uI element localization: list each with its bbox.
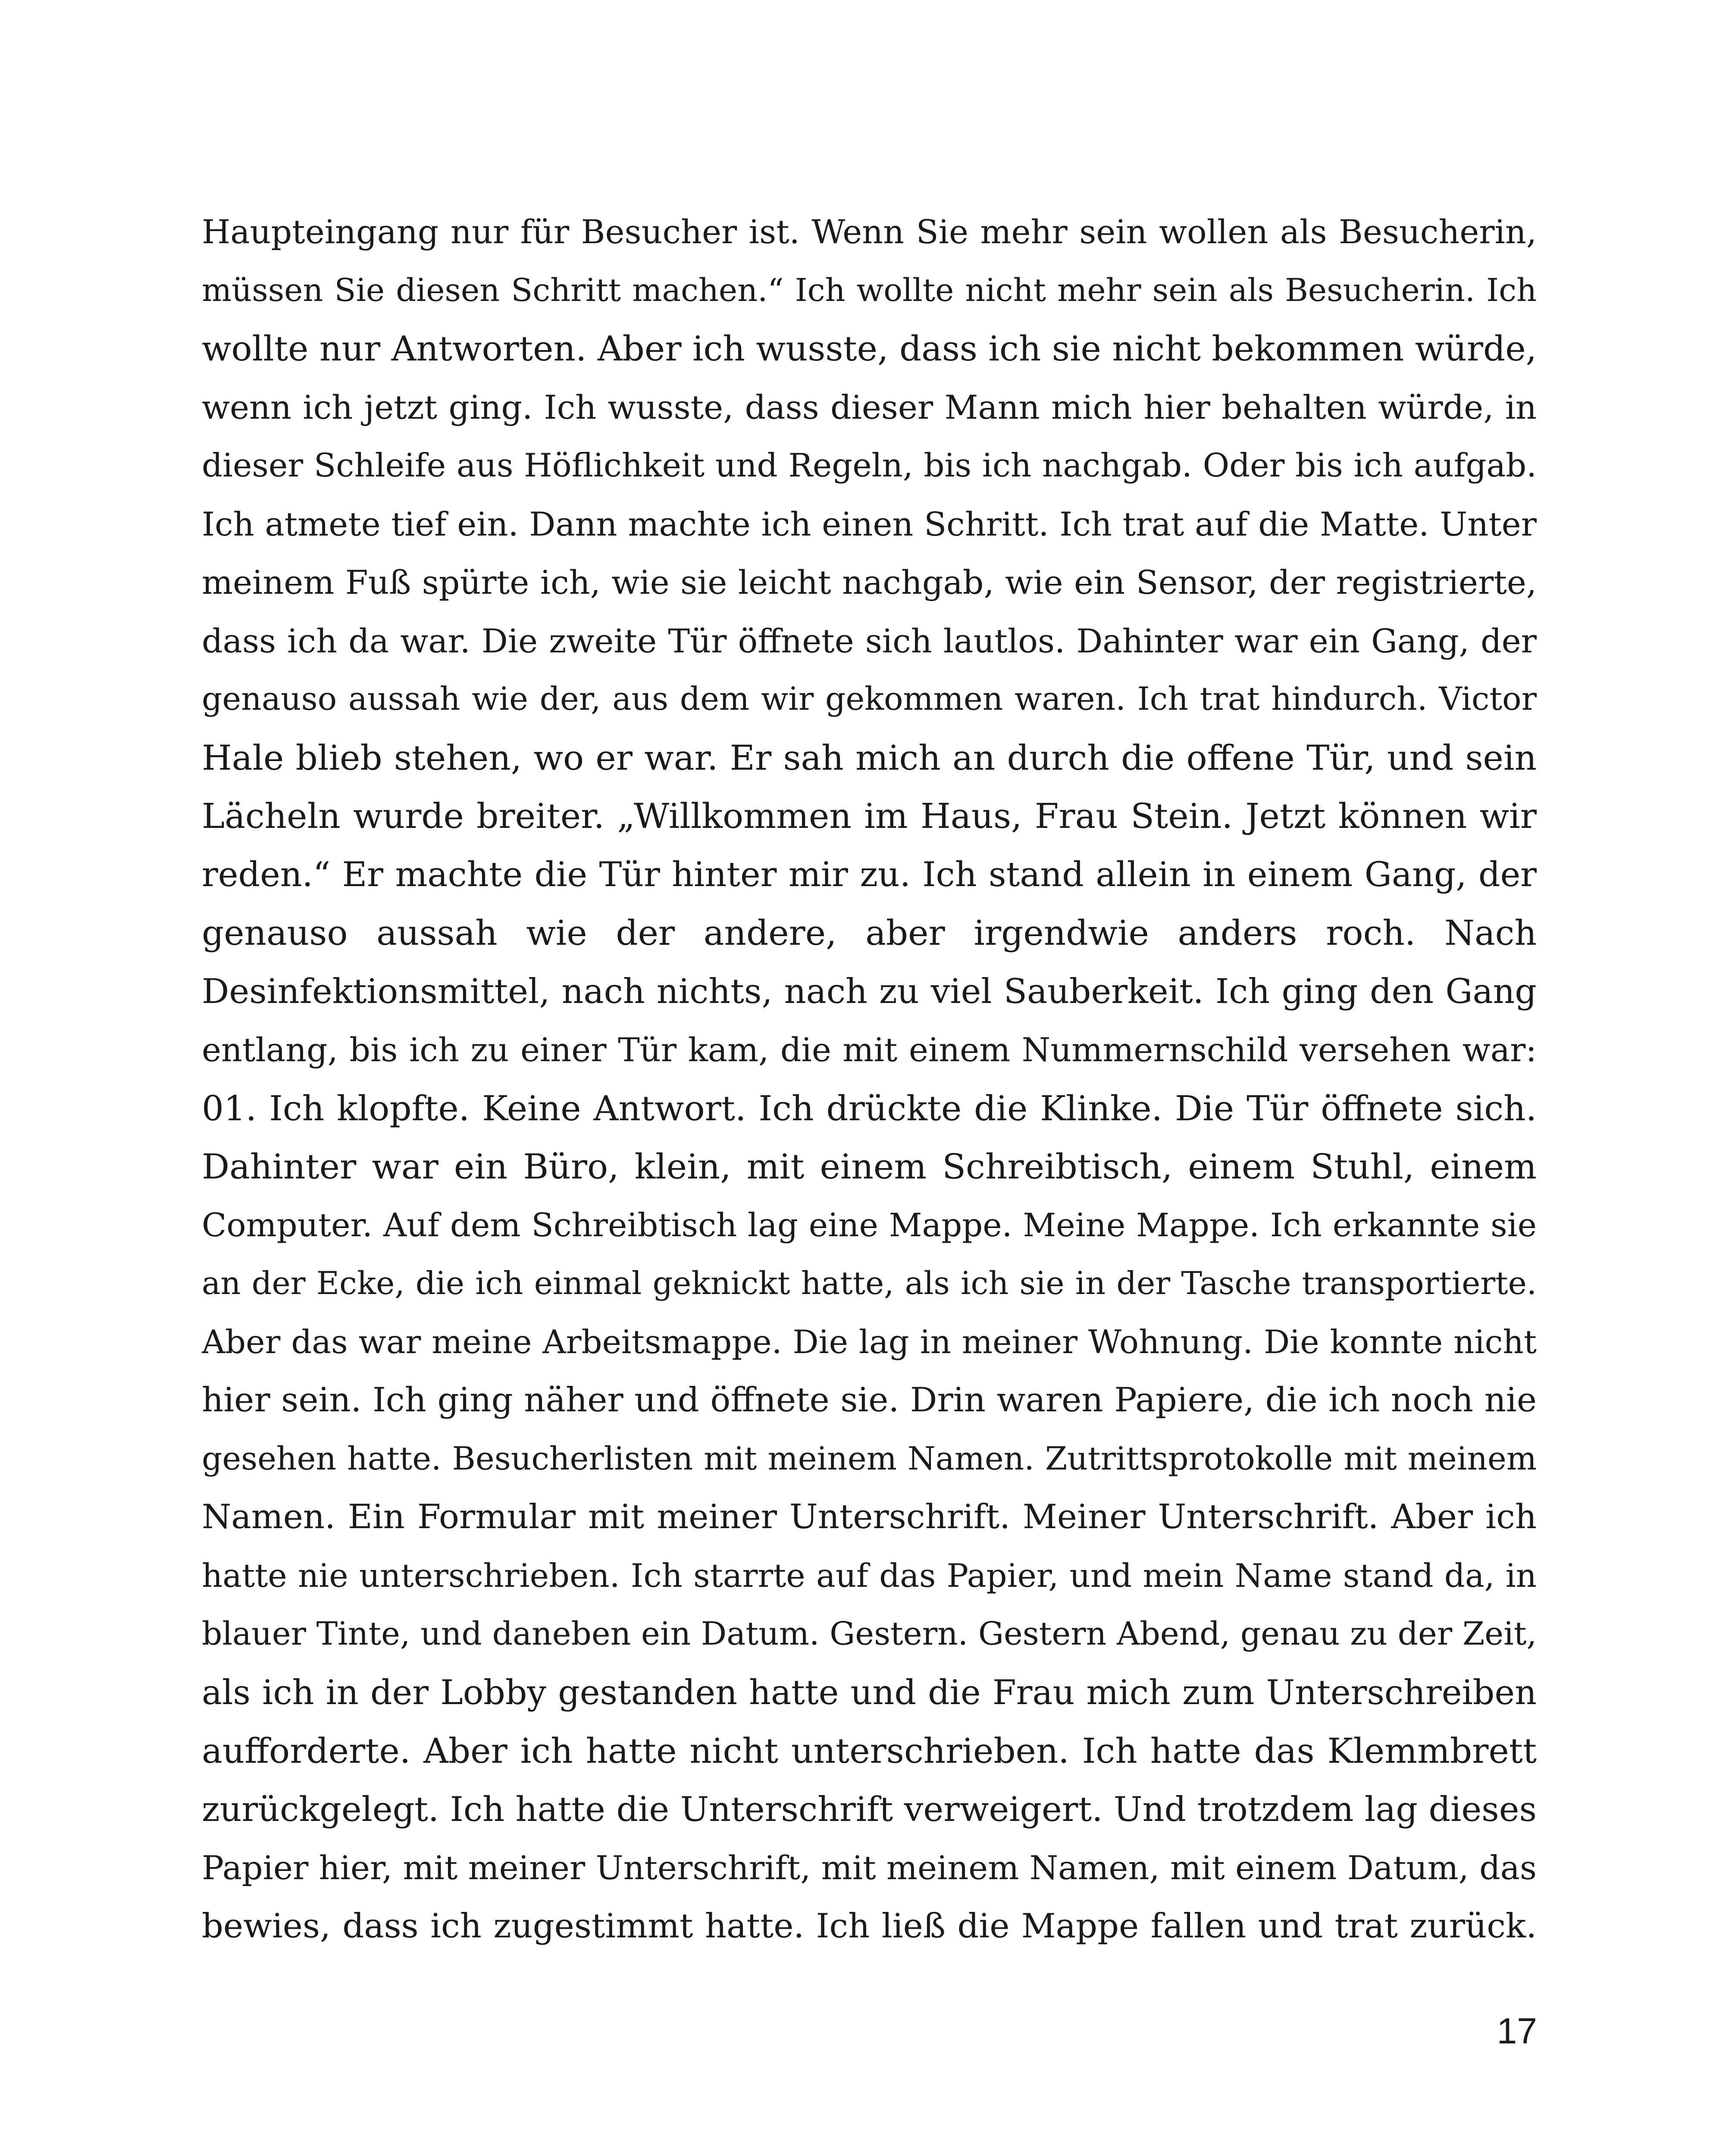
text-line: Lächeln wurde breiter. „Willkommen im Haus, Frau Stein. Jetzt können wir (202, 796, 1537, 836)
body-text (202, 203, 1537, 1955)
text-line: wenn ich jetzt ging. Ich wusste, dass dieser Mann mich hier behalten würde, in (202, 388, 1537, 426)
text-line: aufforderte. Aber ich hatte nicht unterschrieben. Ich hatte das Klemmbrett (202, 1731, 1537, 1771)
text-line: wollte nur Antworten. Aber ich wusste, dass ich sie nicht bekommen würde, (202, 329, 1537, 369)
text-line: als ich in der Lobby gestanden hatte und die Frau mich zum Unterschreiben (202, 1672, 1537, 1712)
text-line: 01. Ich klopfte. Keine Antwort. Ich drückte die Klinke. Die Tür öffnete sich. (202, 1088, 1537, 1128)
text-line: Desinfektionsmittel, nach nichts, nach zu viel Sauberkeit. Ich ging den Gang (202, 971, 1537, 1011)
text-line: meinem Fuß spürte ich, wie sie leicht nachgab, wie ein Sensor, der registrierte, (202, 563, 1537, 602)
text-line: reden.“ Er machte die Tür hinter mir zu. Ich stand allein in einem Gang, der (202, 854, 1537, 894)
text-line: Ich atmete tief ein. Dann machte ich einen Schritt. Ich trat auf die Matte. Unter (202, 505, 1537, 543)
text-line: genauso aussah wie der andere, aber irgendwie anders roch. Nach (202, 913, 1537, 953)
text-line: dieser Schleife aus Höflichkeit und Regeln, bis ich nachgab. Oder bis ich aufgab. (202, 446, 1537, 484)
text-line: gesehen hatte. Besucherlisten mit meinem Namen. Zutrittsprotokolle mit meinem (202, 1440, 1537, 1477)
text-line: Haupteingang nur für Besucher ist. Wenn Sie mehr sein wollen als Besucherin, (202, 213, 1537, 251)
text-line: bewies, dass ich zugestimmt hatte. Ich ließ die Mappe fallen und trat zurück. (202, 1906, 1537, 1946)
text-line: Namen. Ein Formular mit meiner Unterschrift. Meiner Unterschrift. Aber ich (202, 1498, 1537, 1536)
text-line: hatte nie unterschrieben. Ich starrte auf das Papier, und mein Name stand da, in (202, 1556, 1537, 1595)
text-line: müssen Sie diesen Schritt machen.“ Ich wollte nicht mehr sein als Besucherin. Ich (202, 272, 1537, 309)
text-line: Papier hier, mit meiner Unterschrift, mit meinem Namen, mit einem Datum, das (202, 1849, 1537, 1887)
text-line: Computer. Auf dem Schreibtisch lag eine Mappe. Meine Mappe. Ich erkannte sie (202, 1206, 1537, 1244)
text-line: Dahinter war ein Büro, klein, mit einem Schreibtisch, einem Stuhl, einem (202, 1147, 1537, 1187)
text-line: an der Ecke, die ich einmal geknickt hatte, als ich sie in der Tasche transportierte. (202, 1265, 1537, 1302)
text-line: blauer Tinte, und daneben ein Datum. Gestern. Gestern Abend, genau zu der Zeit, (202, 1615, 1537, 1652)
text-line: dass ich da war. Die zweite Tür öffnete sich lautlos. Dahinter war ein Gang, der (202, 621, 1537, 660)
text-line: Hale blieb stehen, wo er war. Er sah mich an durch die offene Tür, und sein (202, 737, 1537, 778)
page-number: 17 (1497, 2011, 1537, 2051)
text-line: genauso aussah wie der, aus dem wir gekommen waren. Ich trat hindurch. Victor (202, 680, 1537, 718)
text-line: hier sein. Ich ging näher und öffnete sie. Drin waren Papiere, die ich noch nie (202, 1381, 1537, 1420)
text-line: zurückgelegt. Ich hatte die Unterschrift verweigert. Und trotzdem lag dieses (202, 1789, 1537, 1829)
text-line: Aber das war meine Arbeitsmappe. Die lag in meiner Wohnung. Die konnte nicht (202, 1322, 1537, 1361)
text-line: entlang, bis ich zu einer Tür kam, die mit einem Nummernschild versehen war: (202, 1031, 1537, 1069)
